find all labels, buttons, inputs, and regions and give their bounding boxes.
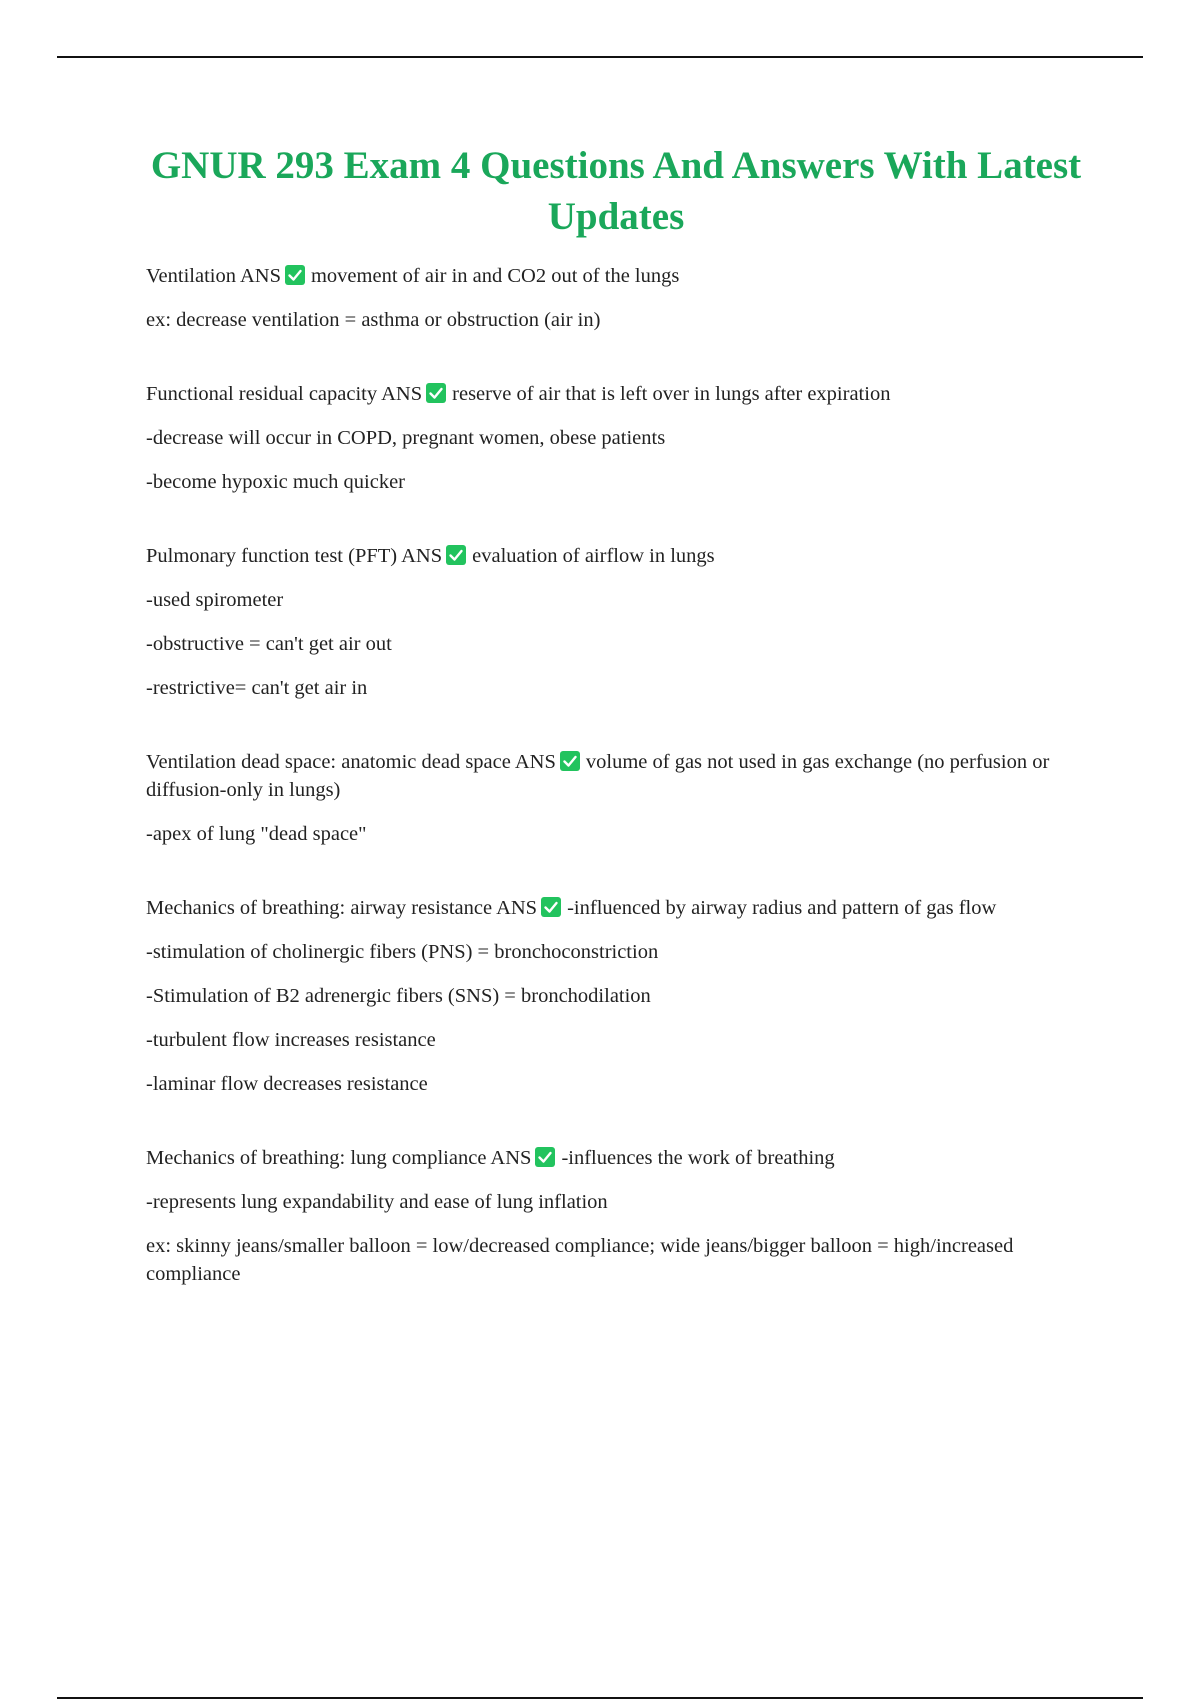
note-line: ex: decrease ventilation = asthma or obstruction (air in): [146, 309, 601, 331]
check-icon: [560, 751, 580, 771]
question-term: Pulmonary function test (PFT): [146, 545, 398, 567]
page-title: GNUR 293 Exam 4 Questions And Answers With Latest Updates: [150, 144, 1082, 238]
question-term: Functional residual capacity: [146, 383, 378, 405]
note-line: -used spirometer: [146, 589, 284, 611]
question-line: [146, 542, 1086, 570]
answer-text: -influenced by airway radius and pattern of gas flow: [567, 897, 997, 919]
answer-marker: ANS: [381, 383, 423, 405]
answer-marker: ANS: [514, 751, 556, 773]
answer-marker: ANS: [496, 897, 538, 919]
question-line: [146, 380, 1086, 408]
note-line: -laminar flow decreases resistance: [146, 1073, 428, 1095]
check-icon: [285, 265, 305, 285]
question-term: Ventilation: [146, 265, 236, 287]
check-icon: [426, 383, 446, 403]
answer-text: movement of air in and CO2 out of the lungs: [310, 265, 680, 287]
answer-text: evaluation of airflow in lungs: [472, 545, 715, 567]
check-icon: [541, 897, 561, 917]
qa-item-lung-compliance: [146, 1144, 1086, 1288]
question-line: [146, 748, 1086, 804]
qa-item-pulmonary-function-test: [146, 542, 1086, 702]
note-line: -apex of lung "dead space": [146, 823, 367, 845]
question-term: Mechanics of breathing: lung compliance: [146, 1147, 487, 1169]
check-icon: [535, 1147, 555, 1167]
check-icon: [446, 545, 466, 565]
note-line: -represents lung expandability and ease of lung inflation: [146, 1191, 608, 1213]
answer-marker: ANS: [490, 1147, 532, 1169]
qa-item-functional-residual-capacity: [146, 380, 1086, 496]
answer-marker: ANS: [239, 265, 281, 287]
qa-list: [146, 262, 1086, 1334]
note-line: -stimulation of cholinergic fibers (PNS) = bronchoconstriction: [146, 941, 659, 963]
question-term: Mechanics of breathing: airway resistance: [146, 897, 493, 919]
note-line: ex: skinny jeans/smaller balloon = low/decreased compliance; wide jeans/bigger balloon = high/increased compliance: [146, 1235, 1014, 1285]
note-line: -become hypoxic much quicker: [146, 471, 406, 493]
question-line: [146, 1144, 1086, 1172]
qa-item-airway-resistance: [146, 894, 1086, 1098]
answer-marker: ANS: [401, 545, 443, 567]
note-line: -obstructive = can't get air out: [146, 633, 392, 655]
note-line: -decrease will occur in COPD, pregnant women, obese patients: [146, 427, 666, 449]
note-line: -Stimulation of B2 adrenergic fibers (SNS) = bronchodilation: [146, 985, 651, 1007]
bottom-rule: [57, 1697, 1143, 1699]
top-rule: [57, 56, 1143, 58]
answer-text: volume of gas not used in gas exchange (no perfusion or diffusion-only in lungs): [146, 751, 1050, 801]
question-term: Ventilation dead space: anatomic dead space: [146, 751, 511, 773]
qa-item-ventilation-dead-space: [146, 748, 1086, 848]
answer-text: reserve of air that is left over in lungs after expiration: [452, 383, 891, 405]
question-line: [146, 262, 1086, 290]
note-line: -turbulent flow increases resistance: [146, 1029, 436, 1051]
qa-item-ventilation: [146, 262, 1086, 334]
answer-text: -influences the work of breathing: [561, 1147, 835, 1169]
question-line: [146, 894, 1086, 922]
note-line: -restrictive= can't get air in: [146, 677, 368, 699]
